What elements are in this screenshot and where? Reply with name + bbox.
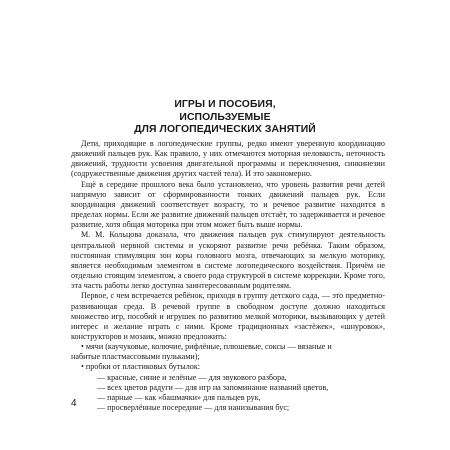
sublist-item-paired-caps: — парные — как «башмачки» для пальцев рук,: [97, 392, 261, 402]
chapter-title: [0, 99, 450, 137]
sublist-item-drilled-caps: — просверлённые посередине — для нанизывания бус;: [97, 403, 290, 413]
chapter-title-line-3: ДЛЯ ЛОГОПЕДИЧЕСКИХ ЗАНЯТИЙ: [134, 124, 316, 135]
chapter-title-line-2: ИСПОЛЬЗУЕМЫЕ: [179, 111, 271, 123]
list-item-bottle-caps: • пробки от пластиковых бутылок:: [81, 362, 201, 372]
body-text: [71, 139, 385, 413]
paragraph-3: М. М. Кольцова доказала, что движения пальцев рук стимулируют деятельность центральной нервной системы и ускоряют развитие речи ребёнка. Таким образом, постоянная стимуляция зон коры головного мозга, отвечающих за мелкую моторику, является необходимым элементом в системе логопедического воздействия. Причём не отдельно стоящим элементом, а своего рода структурой в системе коррекции. Кроме того, эта часть работы легко доступна заинтересованным родителям.: [71, 230, 385, 291]
chapter-title-line-1: ИГРЫ И ПОСОБИЯ,: [174, 99, 276, 110]
sublist-item-rainbow-caps: — всех цветов радуги — для игр на запоминание названий цветов,: [97, 382, 329, 392]
paragraph-4: Первое, с чем встречается ребёнок, приходя в группу детского сада, — это предметно-развивающая среда. В речевой группе в свободном доступе должно находиться множество игр, пособий и игрушек по развитию мелкой моторики, вызывающих у детей интерес и желание играть с ними. Кроме традиционных «застёжек», «шнуровок», конструкторов и мозаик, можно предложить:: [71, 291, 385, 341]
list-item-balls-continued: набитые пластмассовыми пульками);: [71, 352, 200, 362]
page-number: 4: [71, 398, 77, 409]
paragraph-2: Ещё в середине прошлого века было установлено, что уровень развития речи детей напрямую зависит от сформированности тонких движений пальцев рук. Если координация движений соответствует возрасту, то и речевое развитие находится в пределах нормы. Если же развитие движений пальцев отстаёт, то задерживается и речевое развитие, хотя общая моторика при этом может быть выше нормы.: [71, 179, 385, 230]
list-item-balls: • мячи (каучуковые, колючие, рифлёные, плюшевые, соксы — вязаные и: [81, 342, 332, 352]
paragraph-1: Дети, приходящие в логопедические группы, редко имеют уверенную координацию движений пальцев рук. Как правило, у них отмечаются моторная неловкость, неточность движений, трудности усвоения двигательной программы и переключения, синкинезии (содружественные движения других частей тела). И это закономерно.: [71, 139, 385, 179]
sublist-item-colored-caps: — красные, синие и зелёные — для звукового разбора,: [97, 372, 287, 382]
